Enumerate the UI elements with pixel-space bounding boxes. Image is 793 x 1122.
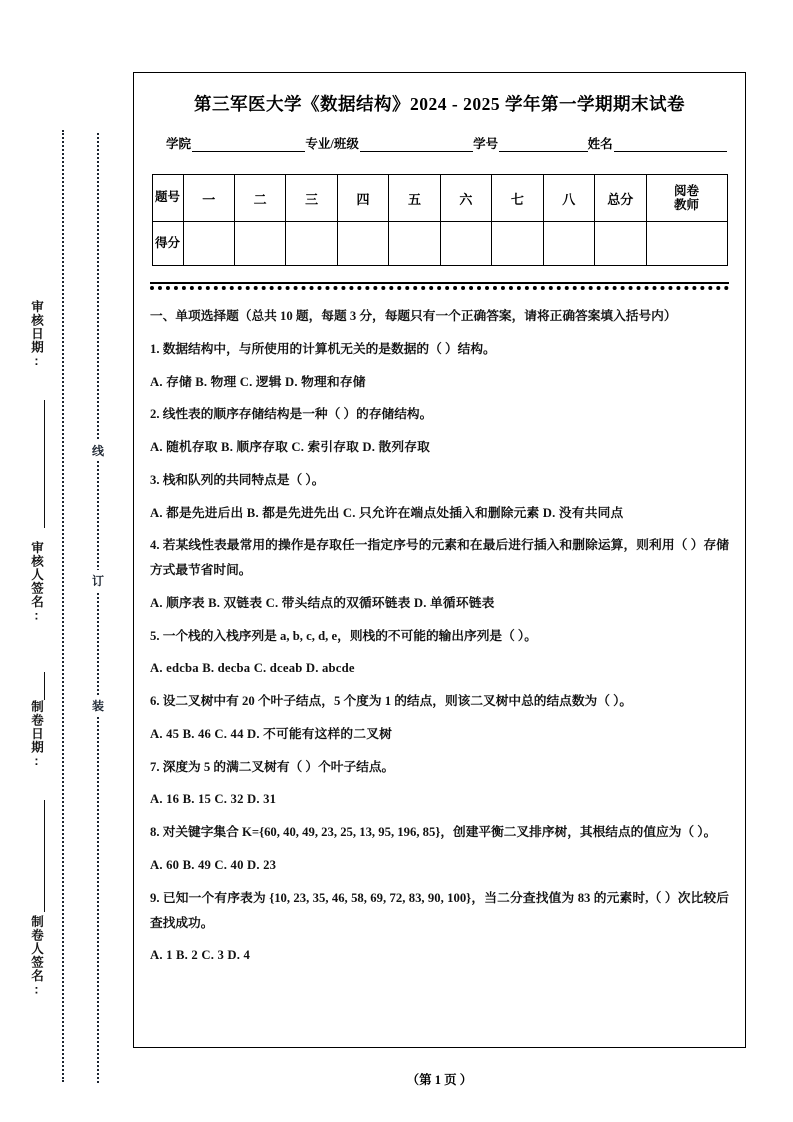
table-row-question-numbers — [152, 175, 727, 222]
question-options-4[interactable]: A. 顺序表 B. 双链表 C. 带头结点的双循环链表 D. 单循环链表 — [150, 595, 495, 610]
col-head-total: 总分 — [595, 175, 647, 222]
table-row-scores — [152, 222, 727, 266]
marking-teacher-line2: 教师 — [673, 198, 699, 212]
field-label-student-id: 学号 — [473, 137, 499, 151]
vertical-label-reviewer-signature: 审核人签名: — [29, 541, 44, 624]
binding-char-ding: 订 — [88, 570, 108, 591]
score-cell-7[interactable] — [492, 222, 543, 266]
binding-divider-3 — [44, 800, 45, 912]
questions-body — [150, 304, 729, 968]
vertical-label-produce-date: 制卷日期: — [29, 700, 44, 769]
col-head-1: 一 — [183, 175, 234, 222]
question-stem-6: 6. 设二叉树中有 20 个叶子结点，5 个度为 1 的结点，则该二叉树中总的结点数为（ ）。 — [150, 694, 633, 709]
page-title: 第三军医大学《数据结构》2024 - 2025 学年第一学期期末试卷 — [194, 94, 685, 114]
binding-margin — [0, 0, 130, 1122]
binding-char-xian: 线 — [88, 440, 108, 461]
question-stem-2: 2. 线性表的顺序存储结构是一种（ ）的存储结构。 — [150, 407, 433, 422]
col-head-3: 三 — [286, 175, 337, 222]
field-label-name: 姓名 — [587, 137, 613, 151]
question-stem-7: 7. 深度为 5 的满二叉树有（ ）个叶子结点。 — [150, 759, 395, 774]
exam-content-box — [133, 72, 746, 1048]
question-stem-4: 4. 若某线性表最常用的操作是存取任一指定序号的元素和在最后进行插入和删除运算，则利用（ ）存储方式最节省时间。 — [150, 538, 729, 578]
col-head-8: 八 — [543, 175, 594, 222]
col-head-4: 四 — [337, 175, 388, 222]
marking-teacher-line1: 阅卷 — [673, 183, 699, 198]
question-options-8[interactable]: A. 60 B. 49 C. 40 D. 23 — [150, 858, 277, 873]
binding-dashed-line-outer — [62, 130, 64, 1082]
score-cell-total[interactable] — [595, 222, 647, 266]
page-number-label: （第 1 页 ） — [406, 1073, 473, 1087]
score-cell-2[interactable] — [234, 222, 285, 266]
field-blank-college[interactable] — [192, 138, 305, 152]
vertical-label-producer-signature: 制卷人签名: — [29, 915, 44, 998]
row-header-score-char: 得分 — [154, 235, 180, 250]
score-cell-4[interactable] — [337, 222, 388, 266]
score-cell-8[interactable] — [543, 222, 594, 266]
question-options-2[interactable]: A. 随机存取 B. 顺序存取 C. 索引存取 D. 散列存取 — [150, 440, 431, 455]
separator-solid-rule — [150, 282, 729, 284]
score-cell-6[interactable] — [440, 222, 491, 266]
field-blank-name[interactable] — [614, 138, 727, 152]
col-head-marking-teacher — [646, 175, 727, 222]
question-options-9[interactable]: A. 1 B. 2 C. 3 D. 4 — [150, 948, 251, 963]
question-options-6[interactable]: A. 45 B. 46 C. 44 D. 不可能有这样的二叉树 — [150, 726, 392, 741]
student-identity-line — [166, 134, 727, 152]
field-label-major-class: 专业/班级 — [305, 137, 359, 151]
row-header-question-no-char1: 题号 — [154, 190, 180, 205]
row-header-question-no — [152, 175, 183, 222]
question-options-3[interactable]: A. 都是先进后出 B. 都是先进先出 C. 只允许在端点处插入和删除元素 D. 没有共同点 — [150, 505, 624, 520]
question-stem-3: 3. 栈和队列的共同特点是（ ）。 — [150, 472, 325, 487]
col-head-2: 二 — [234, 175, 285, 222]
score-cell-5[interactable] — [389, 222, 440, 266]
col-head-5: 五 — [389, 175, 440, 222]
question-stem-1: 1. 数据结构中，与所使用的计算机无关的是数据的（ ）结构。 — [150, 341, 496, 356]
question-stem-9: 9. 已知一个有序表为 {10, 23, 35, 46, 58, 69, 72, 83, 90, 100}，当二分查找值为 83 的元素时,（ ）次比较后查找成功。 — [150, 890, 729, 930]
question-options-7[interactable]: A. 16 B. 15 C. 32 D. 31 — [150, 792, 277, 807]
question-stem-8: 8. 对关键字集合 K={60, 40, 49, 23, 25, 13, 95, 196, 85}，创建平衡二叉排序树，其根结点的值应为（ ）。 — [150, 825, 717, 840]
score-table — [152, 174, 728, 266]
binding-divider-2 — [44, 672, 45, 700]
field-label-college: 学院 — [166, 137, 192, 151]
col-head-6: 六 — [440, 175, 491, 222]
binding-divider-1 — [44, 400, 45, 528]
field-blank-student-id[interactable] — [499, 138, 588, 152]
score-cell-1[interactable] — [183, 222, 234, 266]
vertical-label-review-date: 审核日期: — [29, 300, 44, 369]
col-head-7: 七 — [492, 175, 543, 222]
section-heading: 一、单项选择题（总共 10 题，每题 3 分，每题只有一个正确答案，请将正确答案填入括号内） — [150, 309, 677, 323]
score-cell-3[interactable] — [286, 222, 337, 266]
row-header-score — [152, 222, 183, 266]
separator-dotted-rule — [150, 286, 729, 290]
binding-char-zhuang: 装 — [88, 695, 108, 716]
question-stem-5: 5. 一个栈的入栈序列是 a, b, c, d, e，则栈的不可能的输出序列是（ ）。 — [150, 628, 537, 643]
question-options-1[interactable]: A. 存储 B. 物理 C. 逻辑 D. 物理和存储 — [150, 374, 366, 389]
page-footer — [133, 1070, 746, 1088]
field-blank-major-class[interactable] — [360, 138, 473, 152]
section-separator — [150, 282, 729, 290]
binding-dashed-line-inner — [97, 133, 99, 1083]
score-cell-marking-teacher[interactable] — [646, 222, 727, 266]
question-options-5[interactable]: A. edcba B. decba C. dceab D. abcde — [150, 661, 355, 676]
